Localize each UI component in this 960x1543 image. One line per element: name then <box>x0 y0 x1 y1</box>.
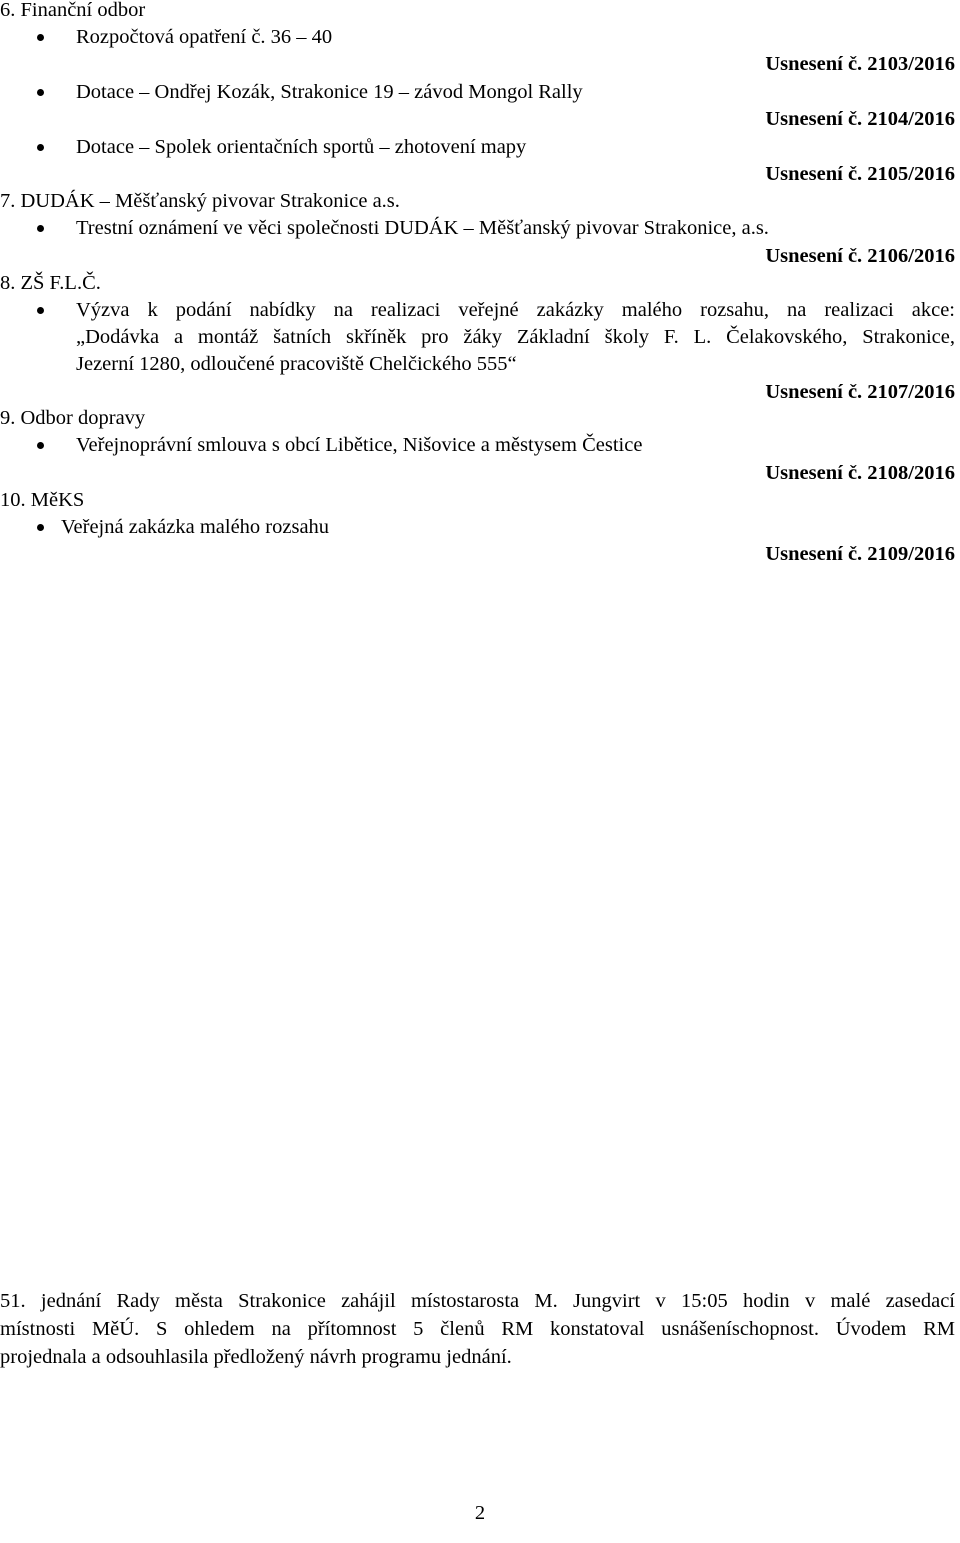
list-item: Veřejnoprávní smlouva s obcí Libětice, Nišovice a městysem Čestice <box>76 434 643 456</box>
resolution-number: Usnesení č. 2109/2016 <box>765 543 955 565</box>
list-item: Veřejná zakázka malého rozsahu <box>61 516 330 538</box>
paragraph-line: 51. jednání Rady města Strakonice zahájil místostarosta M. Jungvirt v 15:05 hodin v malé zasedací <box>0 1290 955 1312</box>
resolution-number: Usnesení č. 2103/2016 <box>765 53 955 75</box>
list-item-line: Jezerní 1280, odloučené pracoviště Chelčického 555“ <box>76 353 517 375</box>
list-item: Dotace – Ondřej Kozák, Strakonice 19 – závod Mongol Rally <box>76 81 583 103</box>
bullet-icon <box>37 144 44 151</box>
bullet-icon <box>37 225 44 232</box>
list-item: Rozpočtová opatření č. 36 – 40 <box>76 26 333 48</box>
resolution-number: Usnesení č. 2108/2016 <box>765 462 955 484</box>
paragraph-line: projednala a odsouhlasila předložený návrh programu jednání. <box>0 1346 512 1368</box>
section-heading: 6. Finanční odbor <box>0 0 146 21</box>
list-item: Trestní oznámení ve věci společnosti DUDÁK – Měšťanský pivovar Strakonice, a.s. <box>76 217 769 239</box>
closing-paragraph <box>0 1287 955 1371</box>
bullet-icon <box>37 34 44 41</box>
section-heading: 7. DUDÁK – Měšťanský pivovar Strakonice a.s. <box>0 190 400 212</box>
section-heading: 10. MěKS <box>0 489 85 511</box>
bullet-icon <box>37 89 44 96</box>
resolution-number: Usnesení č. 2106/2016 <box>765 245 955 267</box>
page-number: 2 <box>474 1502 486 1524</box>
bullet-icon <box>37 442 44 449</box>
list-item-line: Výzva k podání nabídky na realizaci veřejné zakázky malého rozsahu, na realizaci akce: <box>76 299 955 321</box>
resolution-number: Usnesení č. 2105/2016 <box>765 163 955 185</box>
list-item-line: „Dodávka a montáž šatních skříněk pro žáky Základní školy F. L. Čelakovského, Strakonice, <box>76 326 955 348</box>
section-heading: 8. ZŠ F.L.Č. <box>0 272 101 294</box>
list-item: Dotace – Spolek orientačních sportů – zhotovení mapy <box>76 136 527 158</box>
paragraph-line: místnosti MěÚ. S ohledem na přítomnost 5 členů RM konstatoval usnášeníschopnost. Úvodem RM <box>0 1318 955 1340</box>
bullet-icon <box>37 307 44 314</box>
resolution-number: Usnesení č. 2104/2016 <box>765 108 955 130</box>
bullet-icon <box>37 524 44 531</box>
resolution-number: Usnesení č. 2107/2016 <box>765 381 955 403</box>
section-heading: 9. Odbor dopravy <box>0 407 146 429</box>
